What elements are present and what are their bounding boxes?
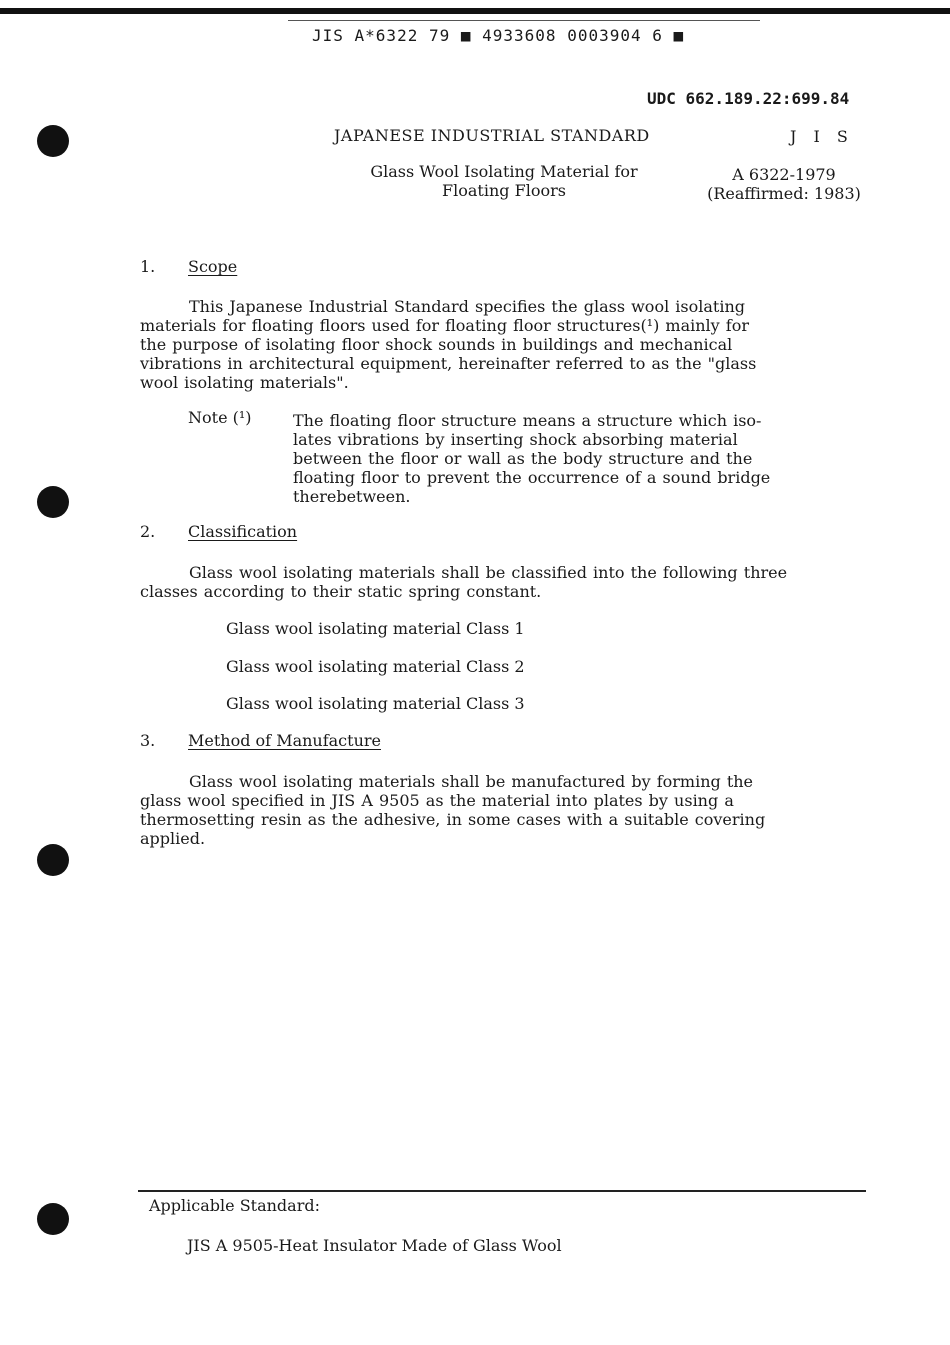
title-line-2: Floating Floors bbox=[442, 181, 566, 200]
text-line: Glass wool isolating materials shall be classified into the following three bbox=[189, 563, 788, 582]
footer-rule bbox=[138, 1190, 866, 1192]
standard-body: JAPANESE INDUSTRIAL STANDARD bbox=[334, 126, 650, 145]
section-number: 1. bbox=[140, 257, 156, 276]
text-line: materials for floating floors used for floating floor structures(¹) mainly for bbox=[140, 316, 749, 335]
jis-mark: J I S bbox=[790, 127, 854, 146]
text-line: applied. bbox=[140, 829, 206, 848]
section-title: Scope bbox=[188, 257, 238, 276]
standard-number-block bbox=[684, 165, 884, 203]
text-line: This Japanese Industrial Standard specifies the glass wool isolating bbox=[189, 297, 745, 316]
title-line-1: Glass Wool Isolating Material for bbox=[370, 162, 638, 181]
top-border-bar bbox=[0, 8, 950, 14]
note-paragraph bbox=[293, 411, 863, 506]
text-line: The floating floor structure means a structure which iso- bbox=[293, 411, 762, 430]
text-line: glass wool specified in JIS A 9505 as the material into plates by using a bbox=[140, 791, 734, 810]
text-line: lates vibrations by inserting shock absorbing material bbox=[293, 430, 738, 449]
barcode-text: JIS A*6322 79 ■ 4933608 0003904 6 ■ bbox=[312, 26, 685, 45]
punch-hole bbox=[37, 1203, 69, 1235]
section-title: Classification bbox=[188, 522, 298, 541]
punch-hole bbox=[37, 844, 69, 876]
text-line: therebetween. bbox=[293, 487, 411, 506]
text-line: vibrations in architectural equipment, hereinafter referred to as the "glass bbox=[140, 354, 757, 373]
text-line: wool isolating materials". bbox=[140, 373, 349, 392]
applicable-standard-label: Applicable Standard: bbox=[149, 1196, 320, 1215]
note-label: Note (¹) bbox=[188, 408, 252, 427]
section-title: Method of Manufacture bbox=[188, 731, 381, 750]
document-title bbox=[340, 162, 668, 200]
standard-number: A 6322-1979 bbox=[732, 165, 836, 184]
classification-paragraph bbox=[140, 563, 870, 601]
text-line: floating floor to prevent the occurrence of a sound bridge bbox=[293, 468, 771, 487]
applicable-standard-item: JIS A 9505-Heat Insulator Made of Glass Wool bbox=[187, 1236, 562, 1255]
barcode-rule bbox=[288, 20, 760, 21]
reaffirmed-date: (Reaffirmed: 1983) bbox=[707, 184, 861, 203]
manufacture-paragraph bbox=[140, 772, 870, 848]
class-item-3: Glass wool isolating material Class 3 bbox=[226, 694, 525, 713]
text-line: classes according to their static spring constant. bbox=[140, 582, 542, 601]
class-item-1: Glass wool isolating material Class 1 bbox=[226, 619, 525, 638]
class-item-2: Glass wool isolating material Class 2 bbox=[226, 657, 525, 676]
punch-hole bbox=[37, 125, 69, 157]
text-line: the purpose of isolating floor shock sounds in buildings and mechanical bbox=[140, 335, 733, 354]
scope-paragraph bbox=[140, 297, 870, 392]
text-line: thermosetting resin as the adhesive, in some cases with a suitable covering bbox=[140, 810, 766, 829]
punch-hole bbox=[37, 486, 69, 518]
text-line: between the floor or wall as the body structure and the bbox=[293, 449, 753, 468]
section-number: 3. bbox=[140, 731, 156, 750]
udc-number: UDC 662.189.22:699.84 bbox=[647, 89, 850, 108]
section-number: 2. bbox=[140, 522, 156, 541]
text-line: Glass wool isolating materials shall be manufactured by forming the bbox=[189, 772, 754, 791]
